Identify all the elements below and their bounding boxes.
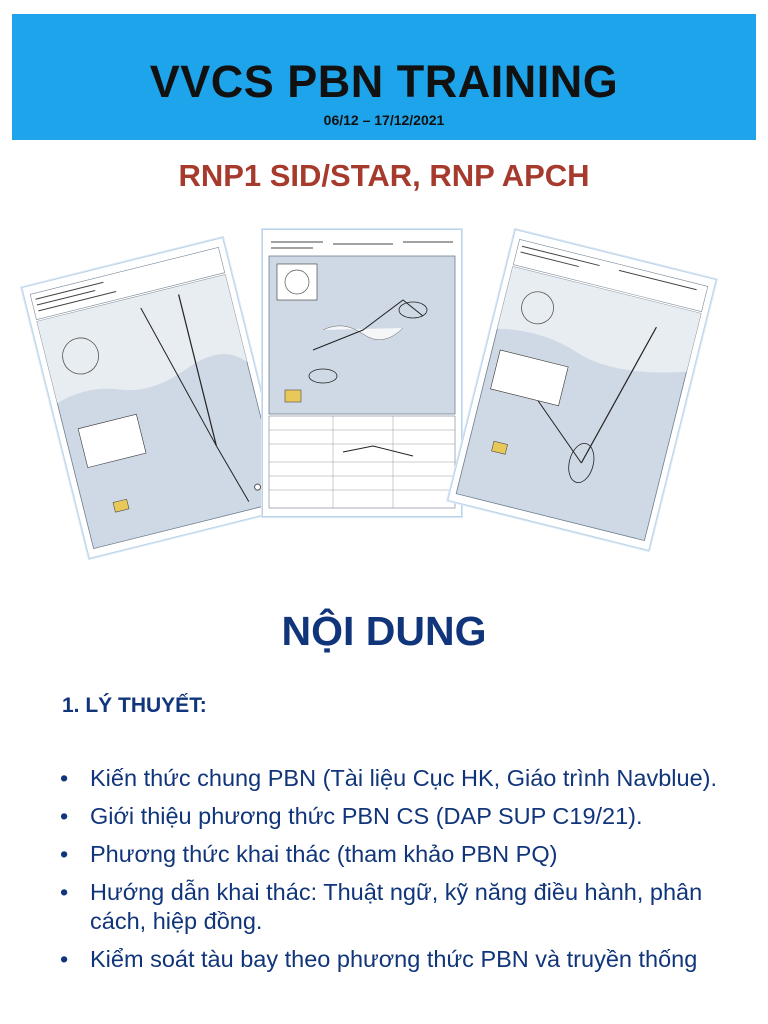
bullet-marker: • xyxy=(60,803,69,829)
list-item xyxy=(60,878,720,936)
bullet-list xyxy=(60,764,720,983)
title-banner xyxy=(12,14,756,140)
presentation-title: VVCS PBN TRAINING xyxy=(149,56,619,107)
approach-chart-center xyxy=(262,229,462,517)
approach-chart-image xyxy=(263,230,461,516)
list-item xyxy=(60,945,720,974)
list-item-text: Kiến thức chung PBN (Tài liệu Cục HK, Giáo trình Navblue). xyxy=(90,765,718,791)
list-item xyxy=(60,802,720,831)
bullet-marker: • xyxy=(60,765,69,791)
list-item xyxy=(60,764,720,793)
list-item-text: Phương thức khai thác (tham khảo PBN PQ) xyxy=(90,841,558,867)
section-title: NỘI DUNG xyxy=(281,608,487,654)
approach-chart-image xyxy=(22,238,289,558)
list-item-text: Giới thiệu phương thức PBN CS (DAP SUP C19/21). xyxy=(90,803,643,829)
approach-chart-left xyxy=(21,237,291,559)
bullet-marker: • xyxy=(60,841,69,867)
subtitle: RNP1 SID/STAR, RNP APCH xyxy=(178,158,590,193)
bullet-marker: • xyxy=(60,879,69,905)
training-dates: 06/12 – 17/12/2021 xyxy=(323,112,445,128)
list-item-text: Hướng dẫn khai thác: Thuật ngữ, kỹ năng điều hành, phân cách, hiệp đồng. xyxy=(90,879,703,934)
bullet-marker: • xyxy=(60,946,69,972)
list-item-text: Kiểm soát tàu bay theo phương thức PBN và truyền thống xyxy=(90,946,698,972)
approach-chart-image xyxy=(448,230,715,550)
approach-chart-right xyxy=(447,229,717,551)
list-item xyxy=(60,840,720,869)
section-heading: 1. LÝ THUYẾT: xyxy=(62,694,207,717)
